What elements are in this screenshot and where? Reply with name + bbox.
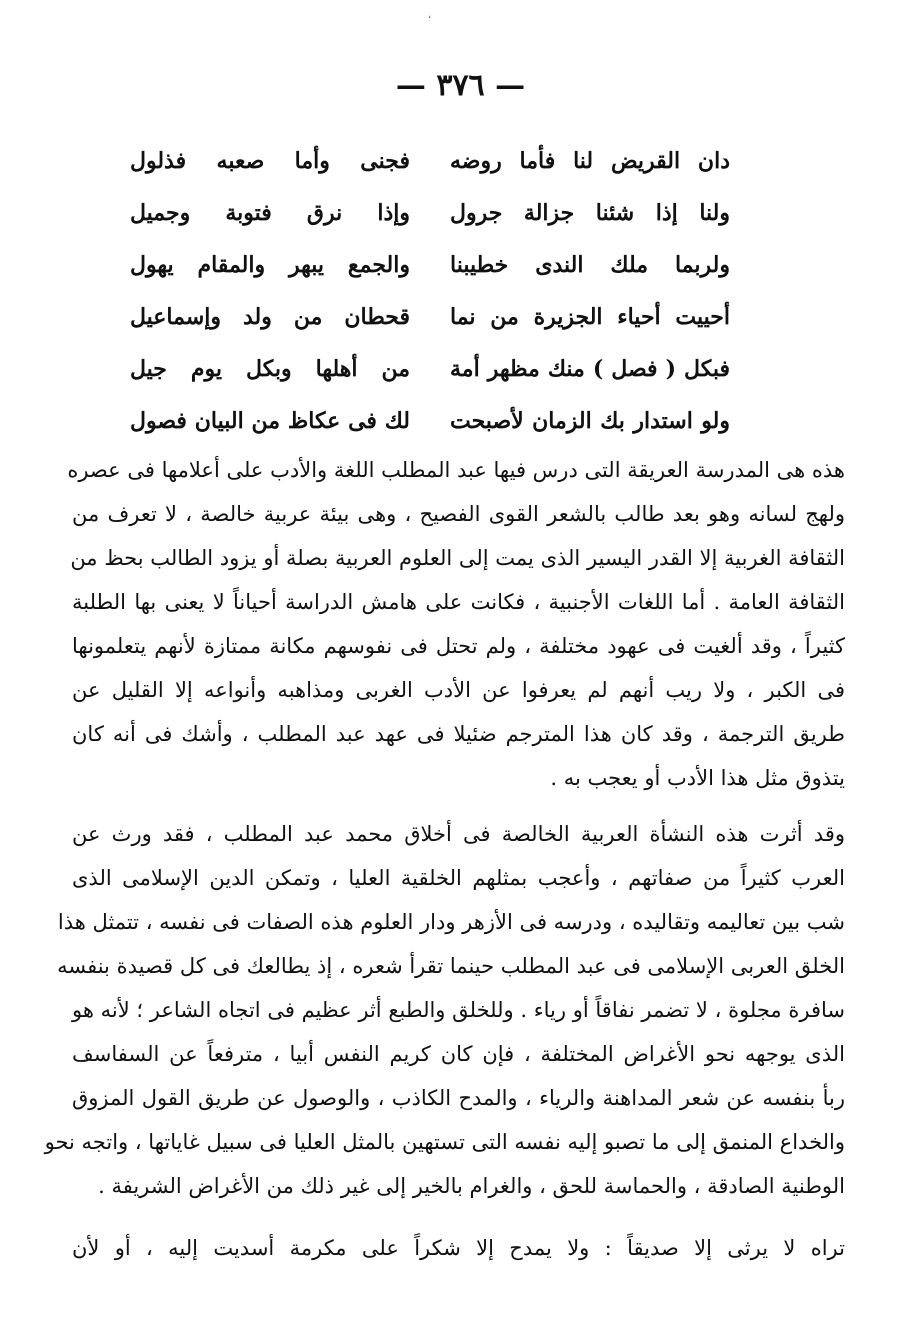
verse — [130, 135, 730, 187]
text-line: شب بين تعاليمه وتقاليده ، ودرسه فى الأزهر ودار العلوم هذه الصفات فى نفسه ، تتمثل هذا — [57, 910, 845, 934]
text-line: يتذوق مثل هذا الأدب أو يعجب به . — [550, 766, 845, 790]
verse — [130, 239, 730, 291]
text-line: الثقافة العامة . أما اللغات الأجنبية ، فكانت على هامش الدراسة أحياناً لا يعنى بها الطلبة — [72, 590, 845, 614]
text-line: الذى يوجهه نحو الأغراض المختلفة ، فإن كان كريم النفس أبيا ، مترفعاً عن السفاسف — [72, 1042, 845, 1066]
verse — [130, 291, 730, 343]
first-hemistich: ولو استدار بك الزمان لأصبحت — [450, 408, 730, 434]
text-line: الوطنية الصادقة ، والحماسة للحق ، والغرام بالخير إلى غير ذلك من الأغراض الشريفة . — [98, 1174, 845, 1198]
text-line: كثيراً ، وقد ألغيت فى عهود مختلفة ، ولم تحتل فى نفوسهم مكانة ممتازة لأنهم يتعلمونها — [72, 634, 845, 658]
text-line: طريق الترجمة ، وقد كان هذا المترجم ضئيلا فى عهد عبد المطلب ، وأشك فى أنه كان — [72, 722, 845, 746]
text-line: ربأ بنفسه عن شعر المداهنة والرياء ، والمدح الكاذب ، والوصول عن طريق القول المزوق — [72, 1086, 845, 1110]
paragraph — [72, 1226, 845, 1270]
text-line: ولهج لسانه وهو بعد طالب بالشعر القوى الفصيح ، وهى بيئة عربية خالصة ، لا تعرف من — [72, 502, 845, 526]
second-hemistich: وإذا نرق فتوبة وجميل — [130, 200, 410, 226]
second-hemistich: فجنى وأما صعبه فذلول — [130, 148, 410, 174]
body-text — [44, 448, 845, 1270]
text-line: فى الكبر ، ولا ريب أنهم لم يعرفوا عن الأدب الغربى ومذاهبه وأنواعه إلا القليل عن — [72, 678, 845, 702]
second-hemistich: من أهلها وبكل يوم جيل — [130, 356, 410, 382]
verse — [130, 187, 730, 239]
text-line: هذه هى المدرسة العريقة التى درس فيها عبد المطلب اللغة والأدب على أعلامها فى عصره — [67, 458, 845, 482]
verse — [130, 343, 730, 395]
text-line: العرب كثيراً من صفاتهم ، وأعجب بمثلهم الخلقية العليا ، وتمكن الدين الإسلامى الذى — [72, 866, 845, 890]
second-hemistich: قحطان من ولد وإسماعيل — [130, 304, 410, 330]
first-hemistich: ولنا إذا شئنا جزالة جرول — [450, 200, 730, 226]
stray-ink-mark: ، — [428, 10, 432, 21]
text-line: والخداع المنمق إلى ما تصبو إليه نفسه التى تستهين بالمثل العليا فى سبيل غاياتها ، واتجه نحو — [44, 1130, 845, 1154]
second-hemistich: لك فى عكاظ من البيان فصول — [130, 408, 410, 434]
text-line: وقد أثرت هذه النشأة العربية الخالصة فى أخلاق محمد عبد المطلب ، فقد ورث عن — [72, 822, 845, 846]
first-hemistich: أحييت أحياء الجزيرة من نما — [450, 304, 730, 330]
text-line: الخلق العربى الإسلامى فى عبد المطلب حينما تقرأ شعره ، إذ يطالعك فى كل قصيدة بنفسه — [57, 954, 845, 978]
poem-block — [130, 135, 730, 447]
first-hemistich: فبكل ( فصل ) منك مظهر أمة — [450, 356, 730, 382]
text-line: تراه لا يرثى إلا صديقاً : ولا يمدح إلا شكراً على مكرمة أسديت إليه ، أو لأن — [72, 1236, 845, 1260]
second-hemistich: والجمع يبهر والمقام يهول — [130, 252, 410, 278]
page-number: — ٣٧٦ — — [395, 68, 526, 103]
paragraph — [44, 812, 845, 1208]
first-hemistich: ولربما ملك الندى خطيبنا — [450, 252, 730, 278]
verse — [130, 395, 730, 447]
text-line: سافرة مجلوة ، لا تضمر نفاقاً أو رياء . وللخلق والطبع أثر عظيم فى اتجاه الشاعر ؛ لأنه هو — [72, 998, 845, 1022]
text-line: الثقافة الغربية إلا القدر اليسير الذى يمت إلى العلوم العربية بصلة أو يزود الطالب بحظ من — [70, 546, 845, 570]
first-hemistich: دان القريض لنا فأما روضه — [450, 148, 730, 174]
paragraph — [67, 448, 845, 800]
